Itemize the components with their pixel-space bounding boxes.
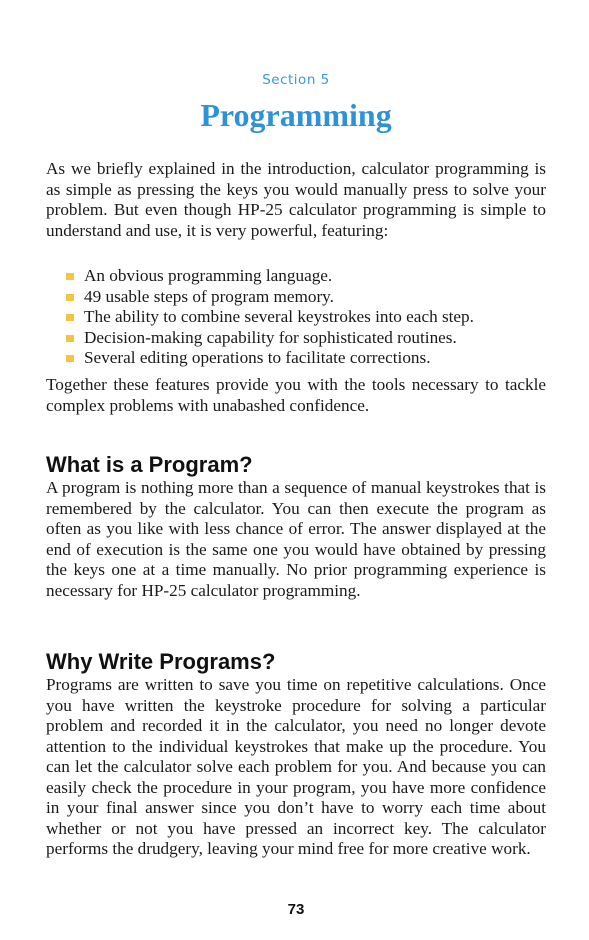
- section-paragraph-why-write-programs: Programs are written to save you time on repetitive calculations. Once you have written the keystroke procedure for solving a particular problem and recorded it in the calculator, you need no longer devote attention to the individual keystrokes that make up the procedure. You can let the calculator solve each problem for you. And because you can easily check the procedure in your program, you have more confidence in your final answer since you don’t have to worry each time about whether or not you have pressed an incorrect key. The calculator performs the drudgery, leaving your mind free for more creative work.: [46, 675, 546, 858]
- feature-text: The ability to combine several keystrokes into each step.: [84, 307, 474, 326]
- feature-list: [66, 266, 546, 369]
- feature-text: An obvious programming language.: [84, 266, 333, 285]
- feature-text: 49 usable steps of program memory.: [84, 286, 334, 306]
- feature-item: [66, 328, 546, 349]
- feature-item: [66, 348, 546, 369]
- section-paragraph-what-is-a-program: A program is nothing more than a sequence of manual keystrokes that is remembered by the calculator. You can then execute the program as often as you like with less chance of error. The answer displayed at the end of execution is the same one you would have obtained by pressing the keys one at a time manually. No prior programming experience is necessary for HP-25 calculator programming.: [46, 478, 546, 600]
- feature-item: [66, 287, 546, 308]
- section-label: Section 5: [262, 72, 330, 88]
- section-heading-why-write-programs: Why Write Programs?: [46, 649, 276, 674]
- summary-paragraph: Together these features provide you with the tools necessary to tackle complex problems with unabashed confidence.: [46, 375, 546, 415]
- page-number: 73: [287, 901, 305, 918]
- intro-paragraph: As we briefly explained in the introduction, calculator programming is as simple as pressing the keys you would manually press to solve your problem. But even though HP-25 calculator programming is simple to understand and use, it is very powerful, featuring:: [46, 159, 546, 240]
- document-page: [46, 0, 546, 940]
- feature-text: Several editing operations to facilitate corrections.: [84, 348, 431, 367]
- square-bullet-icon: [66, 335, 74, 342]
- chapter-title: Programming: [200, 97, 392, 133]
- feature-text: Decision-making capability for sophisticated routines.: [84, 327, 457, 347]
- square-bullet-icon: [66, 314, 74, 321]
- feature-item: [66, 307, 546, 328]
- square-bullet-icon: [66, 355, 74, 362]
- square-bullet-icon: [66, 294, 74, 301]
- feature-item: [66, 266, 546, 287]
- section-heading-what-is-a-program: What is a Program?: [46, 452, 253, 477]
- square-bullet-icon: [66, 273, 74, 280]
